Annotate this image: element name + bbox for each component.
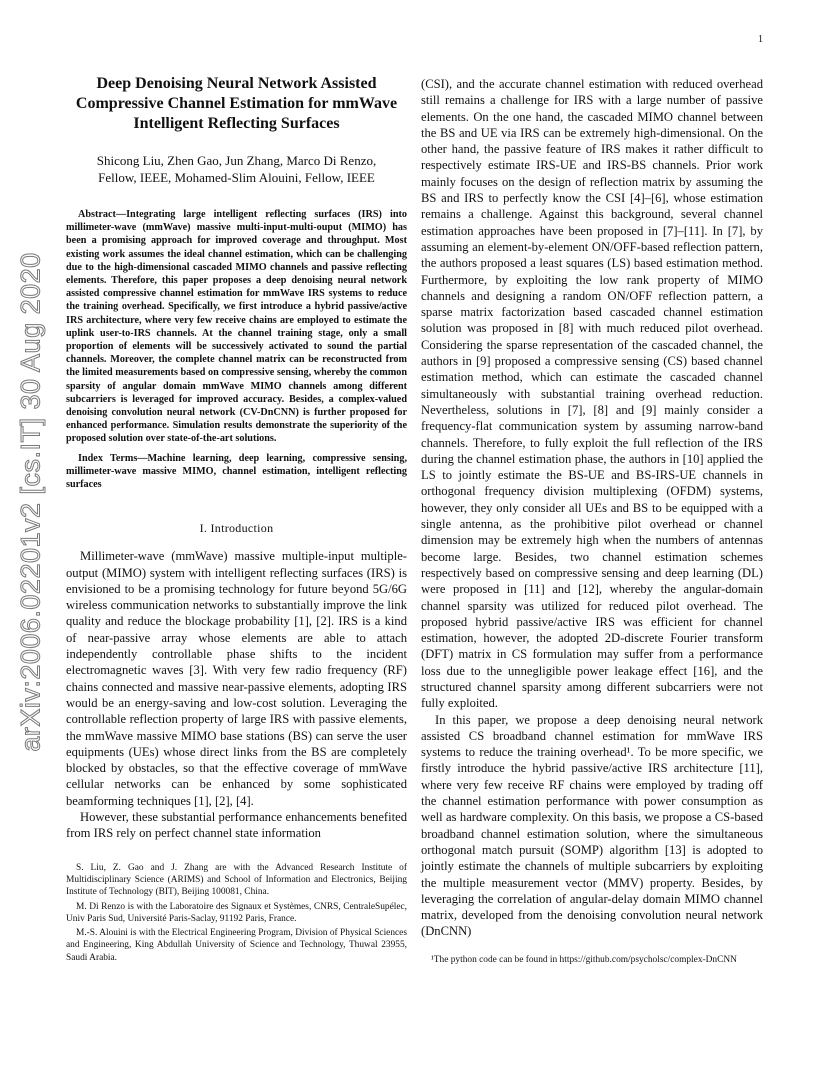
intro-paragraph-2: However, these substantial performance enhancements benefited from IRS rely on perfect channel state information — [66, 810, 407, 841]
footnote-bit: S. Liu, Z. Gao and J. Zhang are with the Advanced Research Institute of Multidisciplinary Science (ARIMS) and School of Information and Electronics, Beijing Institute of Technology (BIT), Beijing 100081, China. — [66, 862, 407, 898]
arxiv-stamp-text: arXiv:2006.02201v2 [cs.IT] 30 Aug 2020 — [15, 252, 46, 752]
paper-title: Deep Denoising Neural Network Assisted Compressive Channel Estimation for mmWave Intelligent Reflecting Surfaces — [75, 75, 398, 132]
author-list: Shicong Liu, Zhen Gao, Jun Zhang, Marco Di Renzo, Fellow, IEEE, Mohamed-Slim Alouini, Fellow, IEEE — [96, 153, 377, 185]
footnote-kaust: M.-S. Alouini is with the Electrical Engineering Program, Division of Physical Sciences and Engineering, King Abdullah University of Science and Technology, Thuwal 23955, Saudi Arabia. — [66, 928, 407, 963]
arxiv-stamp — [14, 252, 48, 752]
right-paragraph-1: (CSI), and the accurate channel estimation with reduced overhead still remains a challenge for IRS with a large number of passive elements. On the one hand, the cascaded MIMO channel between the BS and UE via IRS can be extremely high-dimensional. On the other hand, the passive feature of IRS makes it rather difficult to respectively estimate IRS-UE and IRS-BS channels. Prior work mainly focuses on the design of reflection matrix by assuming the BS and IRS to perfectly know the CSI [4]–[6], whose estimation remains a challenge. Against this background, several channel estimation approaches have been proposed in [7]–[11]. In [7], by assuming an element-by-element ON/OFF-based reflection pattern, the authors proposed a least squares (LS) based estimation method. Furthermore, by exploiting the low rank property of MIMO channels and designing a random ON/OFF reflection pattern, a sparse matrix factorization based cascaded channel estimation solution was proposed in [8] with much reduced pilot overhead. Considering the sparse representation of the cascaded channel, the authors in [9] proposed a compressive sensing (CS) based channel estimation method, which can estimate the cascaded channel simultaneously with substantial training overhead reduction. Nevertheless, solutions in [7], [8] and [9] mainly consider a frequency-flat communication system by assuming narrow-band channels. Therefore, to fully exploit the full reflection of the IRS during the channel estimation phase, the authors in [10] applied the LS to jointly estimate the BS-UE and BS-IRS-UE channels in orthogonal frequency division multiplexing (OFDM) systems, however, they only consider all UEs and BS to be equipped with a single antenna, as the prohibitive pilot overhead or channel dimension may be extremely high when the numbers of antennas become large. Besides, two channel estimation schemes respectively based on compressive sensing and deep learning (DL) were proposed in [11] and [12], whereby the angular-domain channel sparsity was utilized for reduced pilot overhead. The proposed hybrid passive/active IRS was efficient for channel estimation, however, the adopted 2D-discrete Fourier transform (DFT) matrix in CS formulation may suffer from a performance loss due to the unnegligible power leakage effect [16], and the structured channel sparsity among different subcarriers were not fully exploited. — [421, 77, 763, 711]
section-heading: I. Introduction — [199, 521, 274, 536]
abstract: Abstract—Integrating large intelligent reflecting surfaces (IRS) into millimeter-wave (mmWave) massive multi-input-multi-ouput (MIMO) has been a promising approach for improved coverage and throughput. Most existing work assumes the ideal channel estimation, which can be challenging due to the high-dimensional cascaded MIMO channels and passive reflecting elements. Therefore, this paper proposes a deep denoising neural network assisted compressive channel estimation for mmWave IRS systems to reduce the training overhead. Specifically, we first introduce a hybrid passive/active IRS architecture, where very few receive chains are employed to estimate the uplink user-to-IRS channels. At the channel training stage, only a small proportion of elements will be successively activated to sound the partial channels. Moreover, the complete channel matrix can be reconstructed from the limited measurements based on compressive sensing, whereby the common sparsity of angular domain mmWave MIMO channels among different subcarriers is leveraged for improved accuracy. Besides, a complex-valued denoising convolution neural network (CV-DnCNN) is further proposed for enhanced performance. Simulation results demonstrate the superiority of the proposed solution over state-of-the-art solutions. — [66, 209, 407, 445]
index-terms: Index Terms—Machine learning, deep learning, compressive sensing, millimeter-wave massive MIMO, channel estimation, intelligent reflecting surfaces — [66, 452, 407, 491]
affiliation-footnotes — [66, 862, 407, 964]
right-paragraph-2: In this paper, we propose a deep denoising neural network assisted CS broadband channel estimation for mmWave IRS systems to reduce the training overhead¹. To be more specific, we firstly introduce the hybrid passive/active IRS architecture [11], where very few receive RF chains were employed by trading off the channel estimation performance with power consumption as well as hardware complexity. On this basis, we propose a CS-based broadband channel estimation solution, where the simultaneous orthogonal match pursuit (SOMP) algorithm [13] is adopted to jointly estimate the channels of multiple subcarriers by exploiting the multiple measurement vector (MMV) property. Besides, by leveraging the correlation of angular-delay domain MIMO channel matrix, developed from the denoising convolution neural network (DnCNN) — [421, 712, 763, 939]
footnote-cnrs: M. Di Renzo is with the Laboratoire des Signaux et Systèmes, CNRS, CentraleSupélec, Univ Paris Sud, Université Paris-Saclay, 91192 Paris, France. — [66, 901, 407, 924]
code-footnote: ¹The python code can be found in https://github.com/psycholsc/complex-DnCNN — [431, 954, 737, 965]
left-column — [66, 74, 407, 966]
page-number: 1 — [758, 34, 763, 45]
right-column — [421, 76, 763, 966]
intro-paragraph-1: Millimeter-wave (mmWave) massive multiple-input multiple-output (MIMO) system with intelligent reflecting surfaces (IRS) is envisioned to be a promising technology for future beyond 5G/6G wireless communication networks to substantially improve the link quality and reduce the blockage probability [1], [2]. IRS is a kind of near-passive array whose elements are able to attach independently controllable phase shifts to the incident electromagnetic waves [3]. With very few radio frequency (RF) chains connected and massive near-passive elements, adopting IRS would be an energy-saving and low-cost solution. Leveraging the controllable reflection property of large IRS with passive elements, the mmWave massive MIMO base stations (BS) can serve the user equipments (UEs) whose direct links from the BS are completely blocked by obstacles, so that the effective coverage of mmWave cellular networks can be enhanced by some sophisticated beamforming techniques [1], [2], [4]. — [66, 549, 407, 808]
